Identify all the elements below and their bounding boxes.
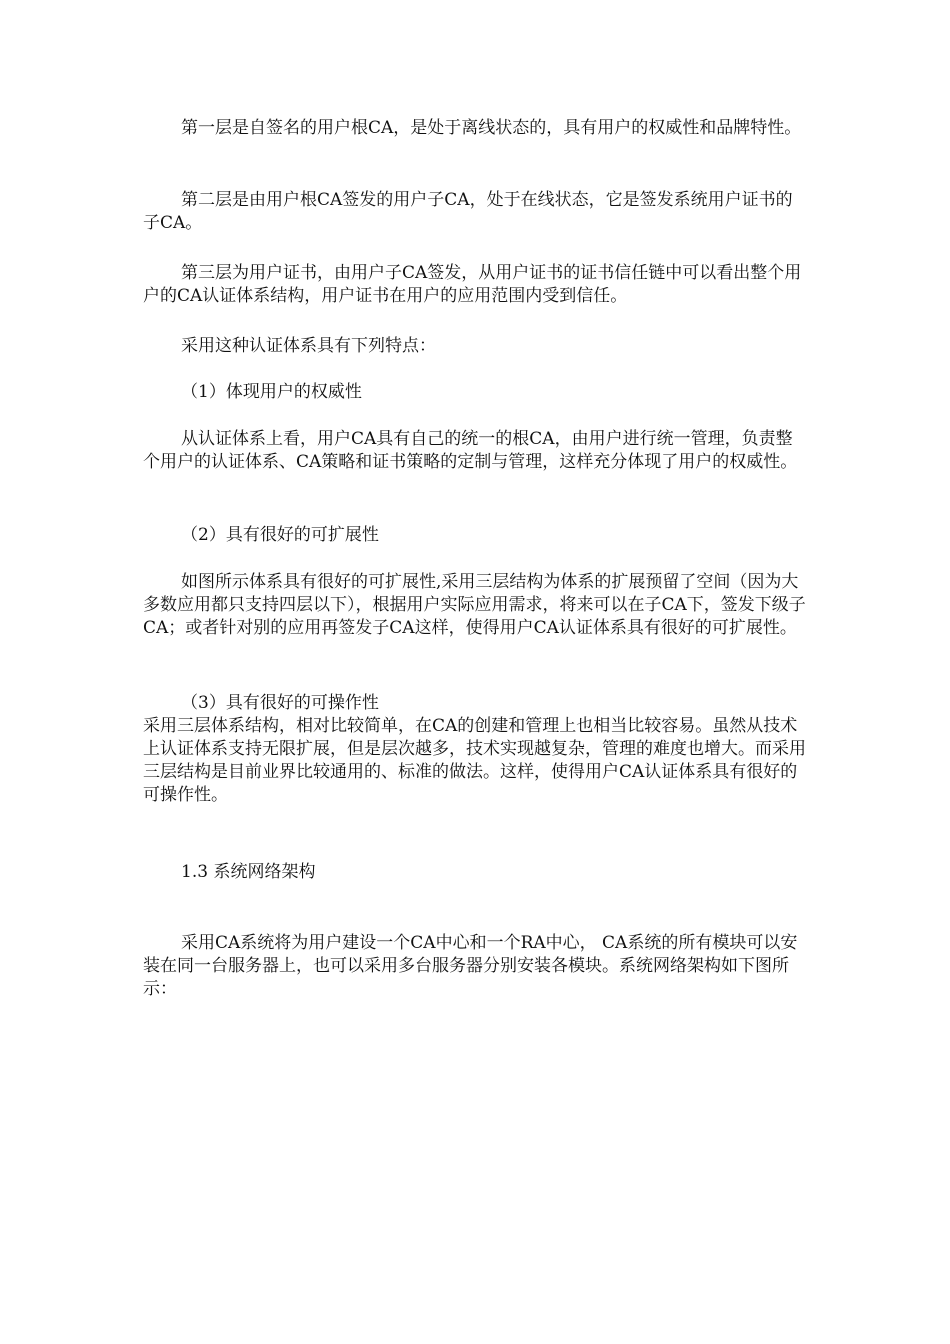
feature-1-title: （1）体现用户的权威性 xyxy=(181,382,362,402)
section-heading: 1.3 系统网络架构 xyxy=(181,862,316,882)
feature-3-body: 采用三层体系结构，相对比较简单，在CA的创建和管理上也相当比较容易。虽然从技术上认证体系支持无限扩展，但是层次越多，技术实现越复杂，管理的难度也增大。而采用三层结构是目前业界比较通用的、标准的做法。这样，使得用户CA认证体系具有很好的可操作性。 xyxy=(143,716,806,805)
feature-1-body: 从认证体系上看，用户CA具有自己的统一的根CA，由用户进行统一管理，负责整个用户的认证体系、CA策略和证书策略的定制与管理，这样充分体现了用户的权威性。 xyxy=(143,429,798,472)
paragraph-layer-3: 第三层为用户证书，由用户子CA签发，从用户证书的证书信任链中可以看出整个用户的CA认证体系结构，用户证书在用户的应用范围内受到信任。 xyxy=(143,263,802,306)
feature-3-title: （3）具有很好的可操作性 xyxy=(181,693,379,713)
paragraph-layer-2: 第二层是由用户根CA签发的用户子CA，处于在线状态，它是签发系统用户证书的子CA。 xyxy=(143,190,793,233)
feature-2-body: 如图所示体系具有很好的可扩展性,采用三层结构为体系的扩展预留了空间（因为大多数应用都只支持四层以下），根据用户实际应用需求，将来可以在子CA下，签发下级子CA；或者针对别的应用再签发子CA这样，使得用户CA认证体系具有很好的可扩展性。 xyxy=(143,572,806,638)
paragraph-features-intro: 采用这种认证体系具有下列特点： xyxy=(181,336,436,356)
feature-2-title: （2）具有很好的可扩展性 xyxy=(181,525,379,545)
network-paragraph: 采用CA系统将为用户建设一个CA中心和一个RA中心， CA系统的所有模块可以安装在同一台服务器上，也可以采用多台服务器分别安装各模块。系统网络架构如下图所示： xyxy=(143,933,798,999)
paragraph-layer-1: 第一层是自签名的用户根CA，是处于离线状态的，具有用户的权威性和品牌特性。 xyxy=(181,118,802,138)
